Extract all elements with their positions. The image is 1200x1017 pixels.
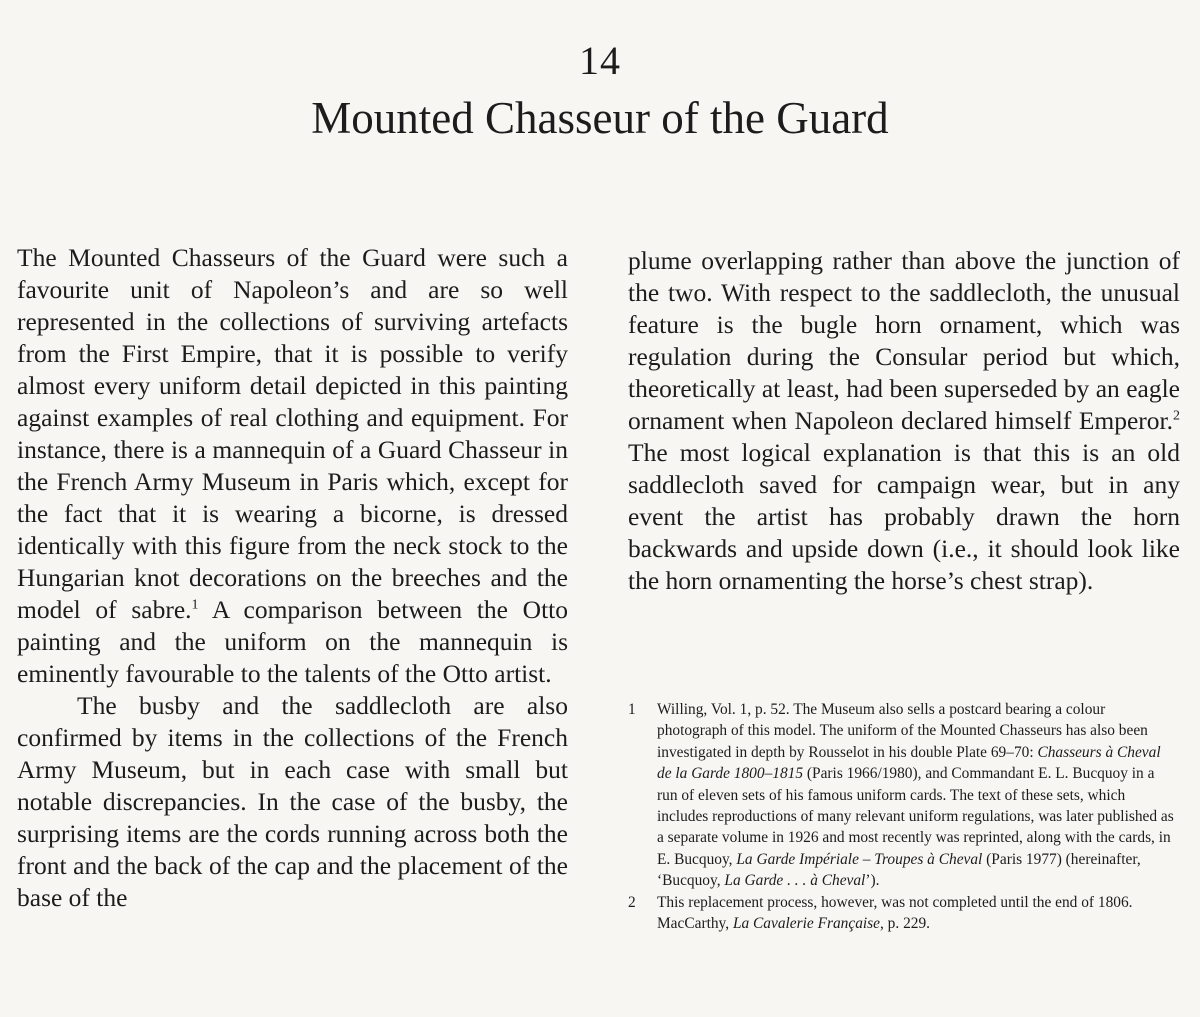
paragraph-text: The Mounted Chasseurs of the Guard were such a favourite unit of Napoleon’s and are so well represented in the collections of surviving artefacts from the First Empire, that it is possible to verify almost every uniform detail depicted in this painting against examples of real clothing and equipment. For instance, there is a mannequin of a Guard Chasseur in the French Army Museum in Paris which, except for the fact that it is wearing a bicorne, is dressed identically with this figure from the neck stock to the Hungarian knot decorations on the breeches and the model of sabre. [17,243,568,624]
footnote-italic-title: La Garde . . . à Cheval [724,872,866,890]
footnote [628,699,1176,892]
footnote-text-segment: (Paris 1966/1980), and Commandant E. L. Bucquoy in a run of eleven sets of his famous uniform cards. The text of these sets, which includes reproductions of many relevant uniform regulations, was later published as a separate volume in 1926 and most recently was reprinted, along with the cards, in E. Bucquoy, [657,765,1174,868]
footnote-italic-title: La Cavalerie Française [732,915,880,933]
paragraph-text: A comparison between the Otto painting and the uniform on the mannequin is eminently favourable to the talents of the Otto artist. [17,595,569,688]
footnote-text-segment: ’). [865,872,880,890]
footnote-italic-title: Chasseurs à Cheval de la Garde 1800–1815 [657,743,1161,783]
footnote-text [657,894,1133,932]
chapter-number: 14 [579,38,621,83]
footnote-text-segment: This replacement process, however, was not completed until the end of 1806. MacCarthy, [657,893,1133,933]
footnote-reference[interactable]: 1 [191,597,199,613]
footnote-reference[interactable]: 2 [1173,408,1180,424]
footnote [628,892,1176,935]
footnote-text-segment: , p. 229. [879,915,931,933]
page-header [0,38,1200,144]
chapter-title: Mounted Chasseur of the Guard [311,93,889,143]
footnote-text-segment: Willing, Vol. 1, p. 52. The Museum also sells a postcard bearing a colour photograph of this model. The uniform of the Mounted Chasseurs has also been investigated in depth by Rousselot in his double Plate 69–70: [657,701,1148,761]
paragraph-text: plume overlapping rather than above the junction of the two. With respect to the saddlecloth, the unusual feature is the bugle horn ornament, which was regulation during the Consular period but which, theoretically at least, had been superseded by an eagle ornament when Napoleon declared himself Emperor. [628,246,1180,435]
footnote-text-segment: (Paris 1977) (hereinafter, ‘Bucquoy, [657,850,1141,890]
footnote-text [657,701,1174,889]
body-paragraph: The busby and the saddlecloth are also confirmed by items in the collections of the French Army Museum, but in each case with small but notable discrepancies. In the case of the busby, the surprising items are the cords running across both the front and the back of the cap and the placement of the base of the [17,691,568,912]
body-paragraph [628,245,1180,597]
right-column [628,245,1180,597]
body-paragraph [17,242,568,690]
left-column [17,242,568,914]
footnotes [628,699,1176,934]
footnote-number: 1 [628,701,636,718]
footnote-number: 2 [628,893,636,911]
paragraph-text: The most logical explanation is that this is an old saddlecloth saved for campaign wear, but in any event the artist has probably drawn the horn backwards and upside down (i.e., it should look like the horn ornamenting the horse’s chest strap). [628,438,1180,595]
footnote-italic-title: La Garde Impériale – Troupes à Cheval [736,850,983,868]
